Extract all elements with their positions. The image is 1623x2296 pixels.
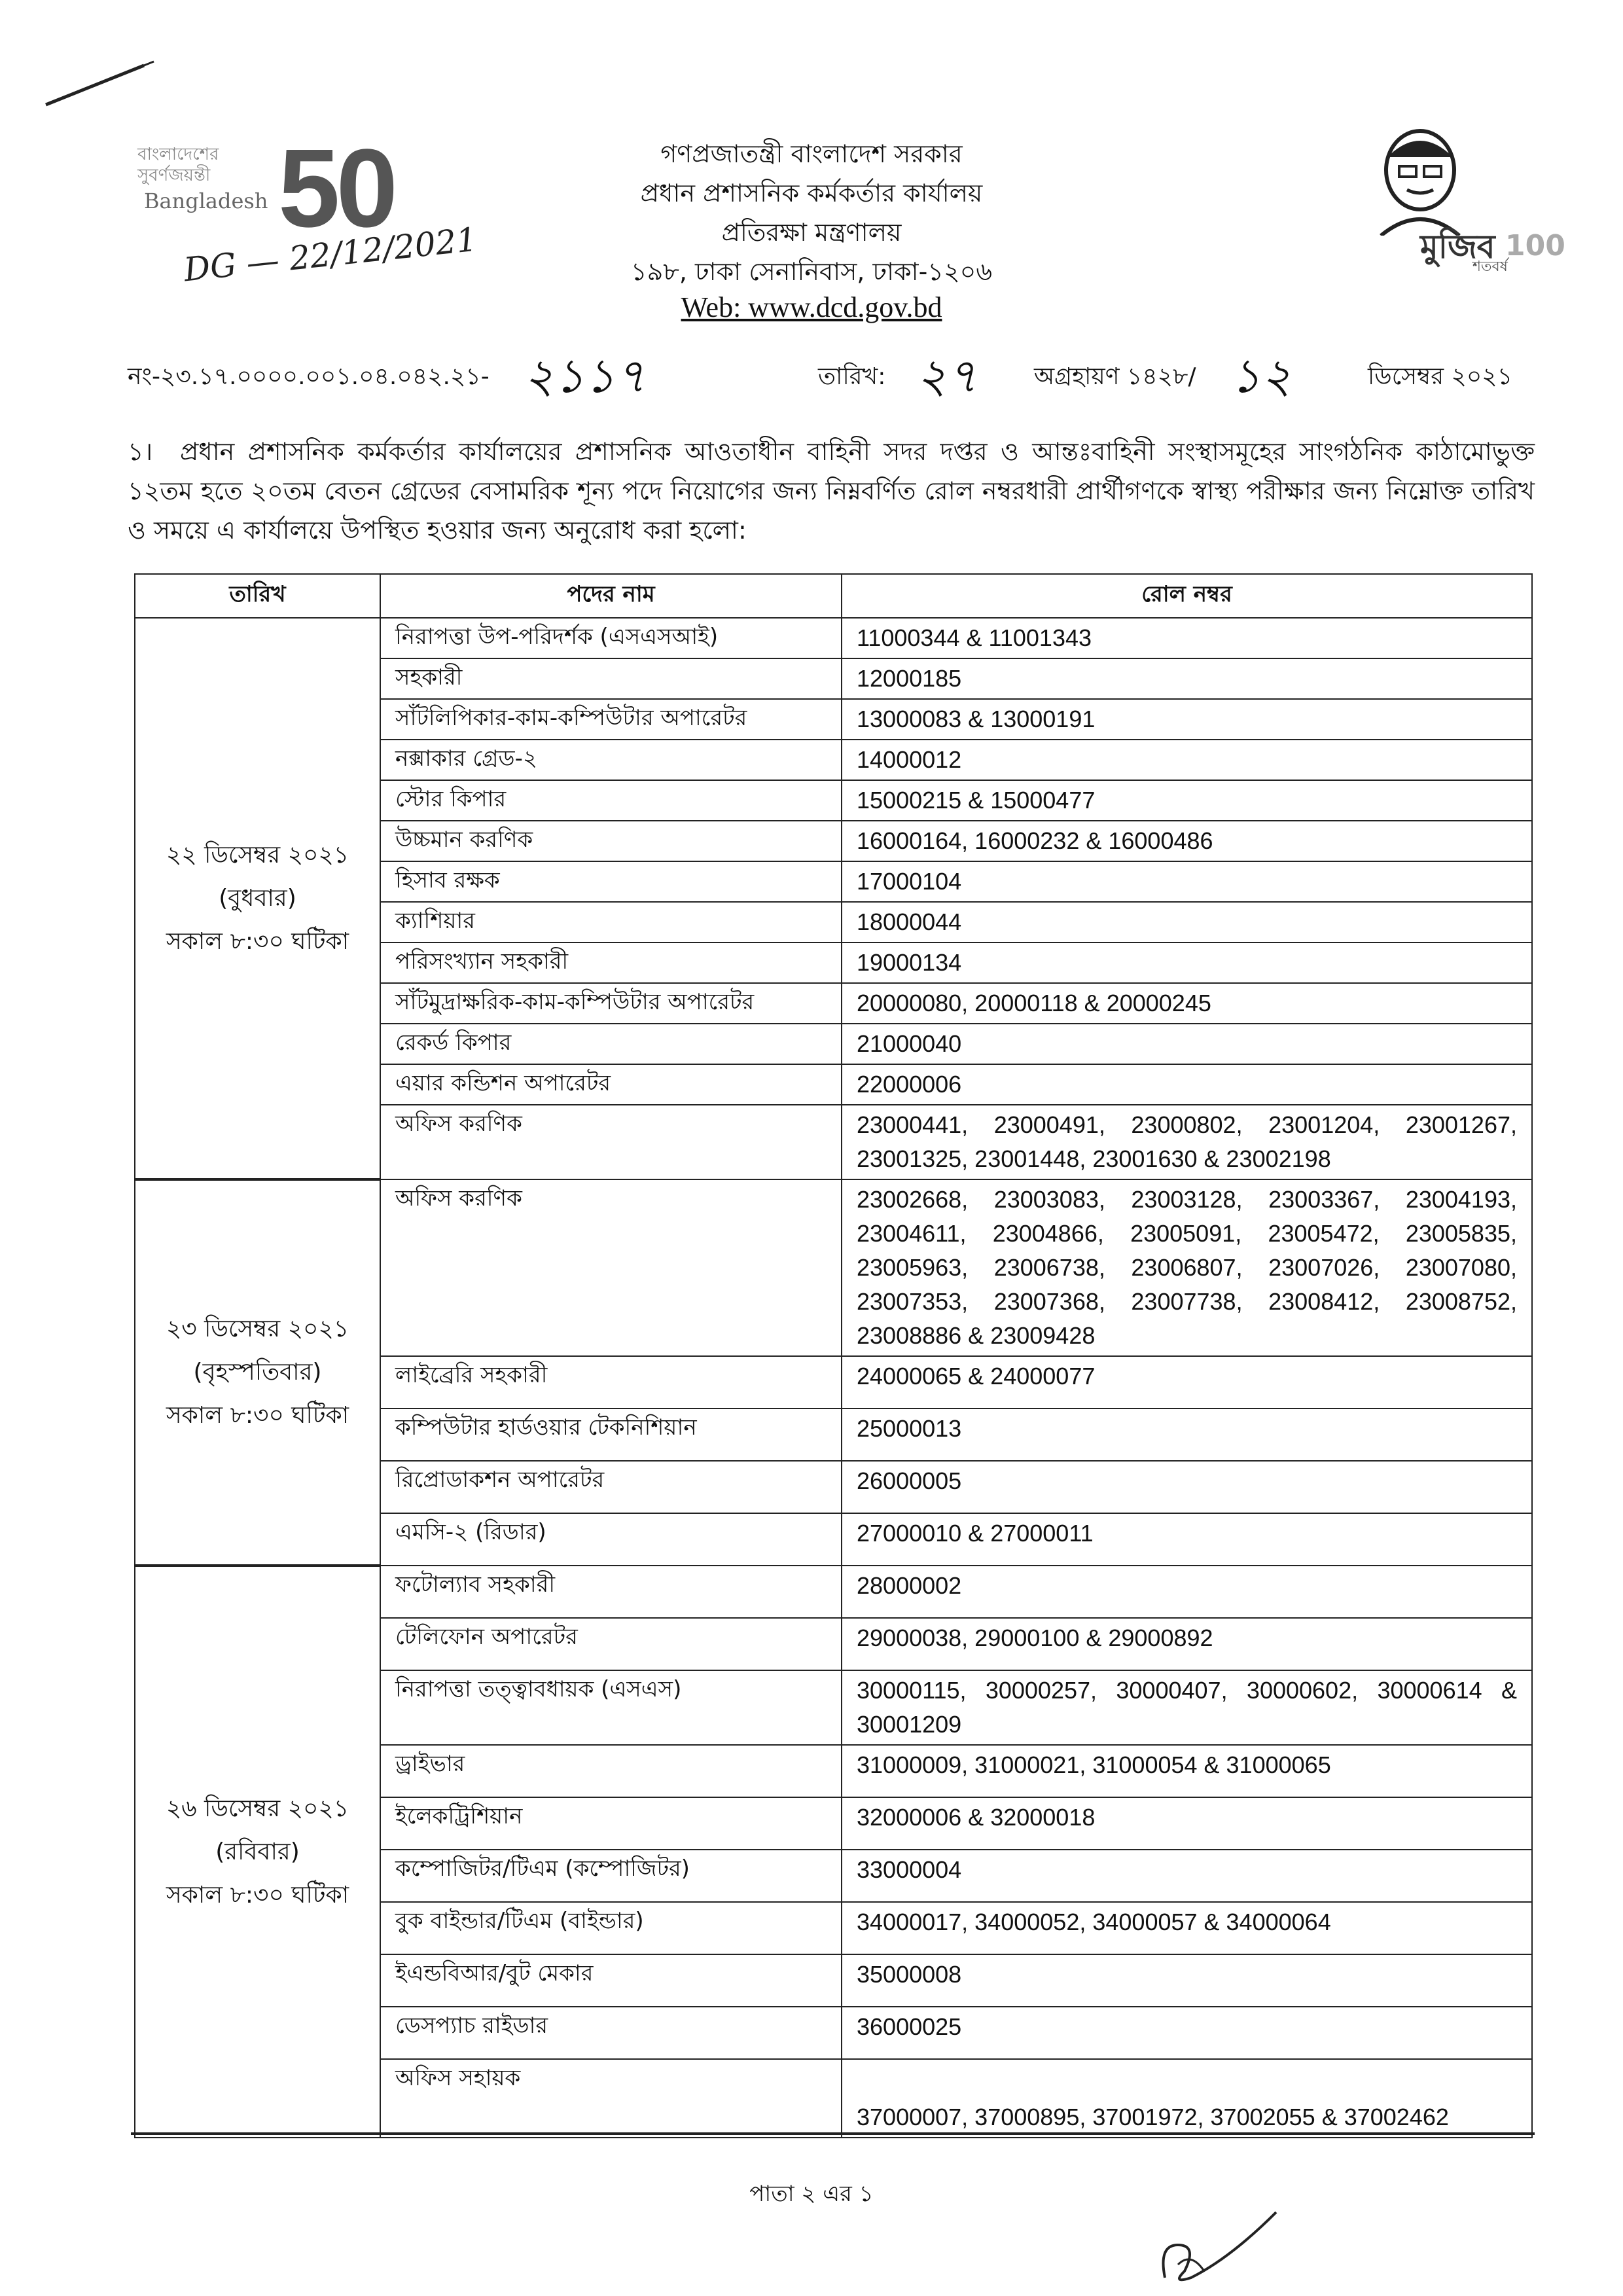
signature-graphic xyxy=(1152,2206,1283,2291)
header-website-link[interactable]: Web: www.dcd.gov.bd xyxy=(681,291,942,323)
paragraph-number: ১। xyxy=(128,437,153,466)
roll-number-cell: 25000013 xyxy=(842,1408,1532,1461)
roll-number-cell: 31000009, 31000021, 31000054 & 31000065 xyxy=(842,1745,1532,1797)
date-day: (রবিবার) xyxy=(215,1838,300,1865)
table-row xyxy=(135,1179,1532,1356)
roll-number-cell: 34000017, 34000052, 34000057 & 34000064 xyxy=(842,1902,1532,1954)
date-day-handwritten: ২৭ xyxy=(916,348,978,403)
roll-number-cell: 36000025 xyxy=(842,2007,1532,2059)
roll-number-cell: 21000040 xyxy=(842,1024,1532,1064)
roll-number-cell: 32000006 & 32000018 xyxy=(842,1797,1532,1850)
memo-prefix: নং-২৩.১৭.০০০০.০০১.০৪.০৪২.২১- xyxy=(128,363,490,390)
roll-number-cell: 23000441, 23000491, 23000802, 23001204, 23001267, 23001325, 23001448, 23001630 & 23002198 xyxy=(842,1105,1532,1179)
date-time: সকাল ৮:৩০ ঘটিকা xyxy=(166,1881,349,1909)
post-name-cell: হিসাব রক্ষক xyxy=(380,861,842,902)
header-govt: গণপ্রজাতন্ত্রী বাংলাদেশ সরকার xyxy=(660,139,963,168)
roll-number-cell: 27000010 & 27000011 xyxy=(842,1513,1532,1566)
roll-number-cell: 23002668, 23003083, 23003128, 23003367, 23004193, 23004611, 23004866, 23005091, 23005472, 23005835, 23005963, 23006738, 23006807, 23007026, 23007080, 23007353, 23007368, 23007738, 23008412, 23008752, 23008886 & 23009428 xyxy=(842,1179,1532,1356)
header-date: তারিখ xyxy=(135,574,380,618)
date-date: ২৬ ডিসেম্বর ২০২১ xyxy=(166,1795,349,1822)
date-cell xyxy=(135,1179,380,1566)
post-name-cell: ইএন্ডবিআর/বুট মেকার xyxy=(380,1954,842,2007)
post-name-cell: কম্পোজিটর/টিএম (কম্পোজিটর) xyxy=(380,1850,842,1902)
english-month: ডিসেম্বর ২০২১ xyxy=(1368,363,1513,390)
post-name-cell: এয়ার কন্ডিশন অপারেটর xyxy=(380,1064,842,1105)
post-name-cell: ড্রাইভার xyxy=(380,1745,842,1797)
roll-number-cell: 18000044 xyxy=(842,902,1532,942)
roll-number-cell: 29000038, 29000100 & 29000892 xyxy=(842,1618,1532,1670)
roll-number-cell: 35000008 xyxy=(842,1954,1532,2007)
logo-number: 50 xyxy=(278,126,395,251)
roll-number-cell: 11000344 & 11001343 xyxy=(842,618,1532,658)
date-day: (বুধবার) xyxy=(219,884,296,912)
date-day2-handwritten: ১২ xyxy=(1230,348,1292,403)
roll-number-cell: 12000185 xyxy=(842,658,1532,699)
header-office: প্রধান প্রশাসনিক কর্মকর্তার কার্যালয় xyxy=(640,179,983,207)
header-roll: রোল নম্বর xyxy=(842,574,1532,618)
intro-paragraph xyxy=(128,432,1535,550)
post-name-cell: ডেসপ্যাচ রাইডার xyxy=(380,2007,842,2059)
roll-table xyxy=(134,573,1533,2138)
header-address: ১৯৮, ঢাকা সেনানিবাস, ঢাকা-১২০৬ xyxy=(630,257,993,286)
roll-number-cell: 13000083 & 13000191 xyxy=(842,699,1532,740)
date-time: সকাল ৮:৩০ ঘটিকা xyxy=(166,1402,349,1429)
date-day: (বৃহস্পতিবার) xyxy=(193,1359,322,1386)
post-name-cell: নিরাপত্তা উপ-পরিদর্শক (এসএসআই) xyxy=(380,618,842,658)
date-date: ২২ ডিসেম্বর ২০২১ xyxy=(166,841,349,869)
post-name-cell: উচ্চমান করণিক xyxy=(380,821,842,861)
post-name-cell: লাইব্রেরি সহকারী xyxy=(380,1356,842,1408)
post-name-cell: পরিসংখ্যান সহকারী xyxy=(380,942,842,983)
post-name-cell: সাঁটলিপিকার-কাম-কম্পিউটার অপারেটর xyxy=(380,699,842,740)
page-number: পাতা ২ এর ১ xyxy=(749,2181,874,2207)
post-name-cell: অফিস সহায়ক xyxy=(380,2059,842,2138)
post-name-cell: নক্সাকার গ্রেড-২ xyxy=(380,740,842,780)
post-name-cell: ক্যাশিয়ার xyxy=(380,902,842,942)
post-name-cell: নিরাপত্তা তত্ত্বাবধায়ক (এসএস) xyxy=(380,1670,842,1745)
logo-brand: মুজিব xyxy=(1420,228,1495,266)
roll-number-cell: 28000002 xyxy=(842,1566,1532,1618)
post-name-cell: স্টোর কিপার xyxy=(380,780,842,821)
roll-number-cell: 26000005 xyxy=(842,1461,1532,1513)
handwritten-note: DG — 22/12/2021 xyxy=(182,220,479,289)
table-row xyxy=(135,1566,1532,1618)
post-name-cell: সাঁটমুদ্রাক্ষরিক-কাম-কম্পিউটার অপারেটর xyxy=(380,983,842,1024)
logo-number: 100 xyxy=(1505,229,1565,262)
table-bottom-rule xyxy=(131,2132,1535,2135)
roll-number-cell: 24000065 & 24000077 xyxy=(842,1356,1532,1408)
bangla-month: অগ্রহায়ণ ১৪২৮/ xyxy=(1034,363,1196,390)
memo-number xyxy=(128,359,490,398)
post-name-cell: রিপ্রোডাকশন অপারেটর xyxy=(380,1461,842,1513)
header-ministry: প্রতিরক্ষা মন্ত্রণালয় xyxy=(721,218,902,247)
roll-number-cell: 20000080, 20000118 & 20000245 xyxy=(842,983,1532,1024)
post-name-cell: কম্পিউটার হার্ডওয়ার টেকনিশিয়ান xyxy=(380,1408,842,1461)
roll-number-cell: 16000164, 16000232 & 16000486 xyxy=(842,821,1532,861)
post-name-cell: সহকারী xyxy=(380,658,842,699)
post-name-cell: ফটোল্যাব সহকারী xyxy=(380,1566,842,1618)
roll-number-cell: 37000007, 37000895, 37001972, 37002055 & 37002462 xyxy=(842,2059,1532,2138)
roll-number-cell: 22000006 xyxy=(842,1064,1532,1105)
date-cell xyxy=(135,1566,380,2138)
paragraph-text: প্রধান প্রশাসনিক কর্মকর্তার কার্যালয়ের প্রশাসনিক আওতাধীন বাহিনী সদর দপ্তর ও আন্তঃবাহিনী সংস্থাসমূহের সাংগঠনিক কাঠামোভুক্ত ১২তম হতে ২০তম বেতন গ্রেডের বেসামরিক শূন্য পদে নিয়োগের জন্য নিম্নবর্ণিত রোল নম্বরধারী প্রার্থীগণকে স্বাস্থ্য পরীক্ষার জন্য নিম্নোক্ত তারিখ ও সময়ে এ কার্যালয়ে উপস্থিত হওয়ার জন্য অনুরোধ করা হলো: xyxy=(128,437,1535,545)
roll-number-cell: 14000012 xyxy=(842,740,1532,780)
roll-number-cell: 33000004 xyxy=(842,1850,1532,1902)
logo-tagline: বাংলাদেশের সুবর্ণজয়ন্তী xyxy=(137,145,219,185)
roll-number-cell: 19000134 xyxy=(842,942,1532,983)
date-label: তারিখ: xyxy=(818,363,886,390)
pen-mark-graphic xyxy=(39,39,157,111)
logo-country: Bangladesh xyxy=(144,188,268,213)
roll-number-cell: 15000215 & 15000477 xyxy=(842,780,1532,821)
post-name-cell: এমসি-২ (রিডার) xyxy=(380,1513,842,1566)
post-name-cell: ইলেকট্রিশিয়ান xyxy=(380,1797,842,1850)
table-header-row xyxy=(135,574,1532,618)
post-name-cell: অফিস করণিক xyxy=(380,1105,842,1179)
date-time: সকাল ৮:৩০ ঘটিকা xyxy=(166,927,349,955)
table-row xyxy=(135,618,1532,658)
date-date: ২৩ ডিসেম্বর ২০২১ xyxy=(166,1316,349,1342)
memo-handwritten: ২১১৭ xyxy=(524,348,647,403)
header-post: পদের নাম xyxy=(380,574,842,618)
post-name-cell: টেলিফোন অপারেটর xyxy=(380,1618,842,1670)
date-cell xyxy=(135,618,380,1179)
logo-sub: শতবর্ষ xyxy=(1472,259,1508,275)
roll-number-cell: 30000115, 30000257, 30000407, 30000602, 30000614 & 30001209 xyxy=(842,1670,1532,1745)
post-name-cell: অফিস করণিক xyxy=(380,1179,842,1356)
roll-number-cell: 17000104 xyxy=(842,861,1532,902)
post-name-cell: রেকর্ড কিপার xyxy=(380,1024,842,1064)
post-name-cell: বুক বাইন্ডার/টিএম (বাইন্ডার) xyxy=(380,1902,842,1954)
